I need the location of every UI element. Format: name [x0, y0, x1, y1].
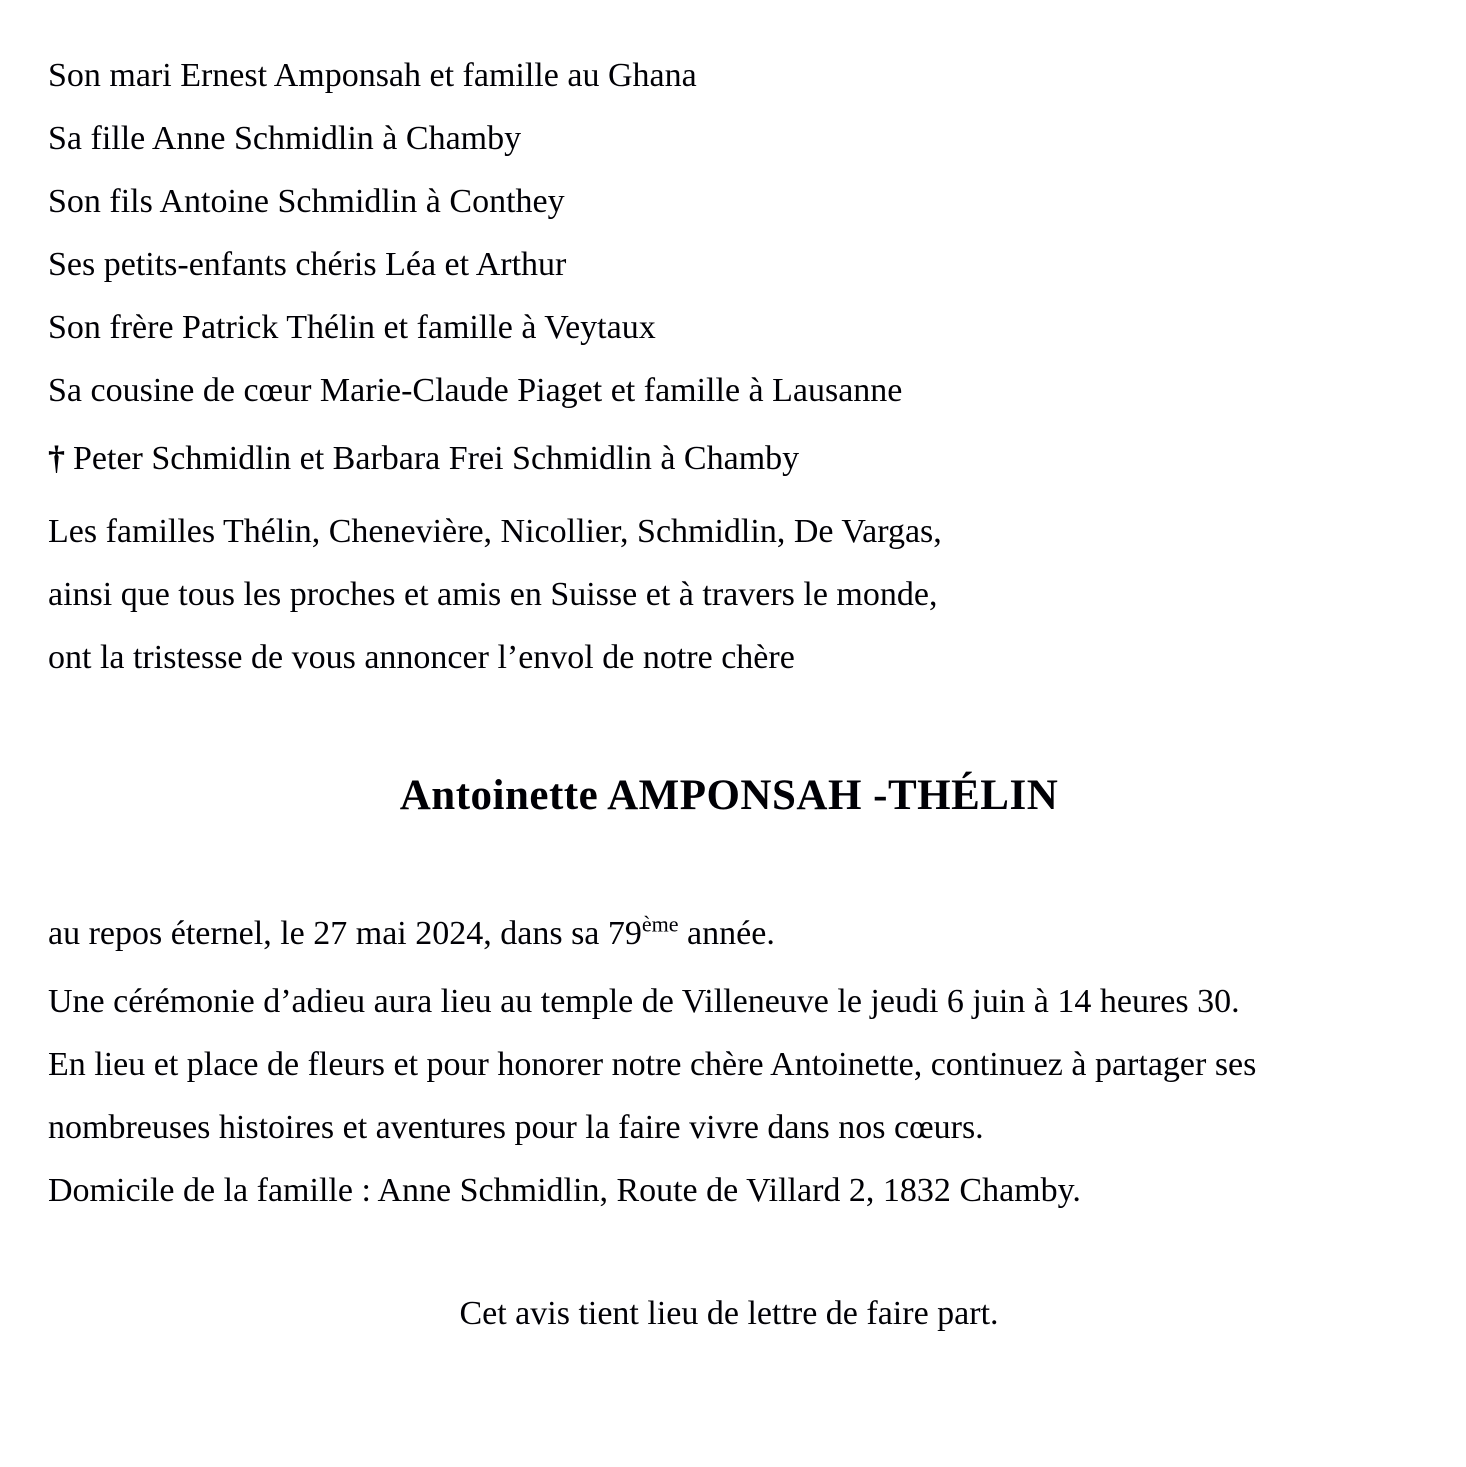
ceremony-details-block [48, 970, 1410, 1222]
closing-line: ainsi que tous les proches et amis en Suisse et à travers le monde, [48, 576, 938, 613]
date-line-superscript: ème [641, 911, 679, 937]
deceased-name-title: Antoinette AMPONSAH -THÉLIN [399, 772, 1059, 819]
date-line-tail: année. [678, 915, 775, 952]
detail-line: nombreuses histoires et aventures pour la faire vivre dans nos cœurs. [48, 1109, 984, 1146]
family-line: Ses petits-enfants chéris Léa et Arthur [48, 246, 567, 283]
date-line-text: au repos éternel, le 27 mai 2024, dans sa 79 [48, 915, 642, 952]
family-line: Son fils Antoine Schmidlin à Conthey [48, 183, 565, 220]
date-line [48, 902, 1410, 965]
detail-line: Une cérémonie d’adieu aura lieu au temple de Villeneuve le jeudi 6 juin à 14 heures 30. [48, 983, 1240, 1020]
family-lines-block [48, 44, 1410, 422]
dagger-icon: † [48, 440, 65, 477]
closing-line: ont la tristesse de vous annoncer l’envol de notre chère [48, 639, 795, 676]
closing-lines-block [48, 500, 1410, 689]
family-line: Sa fille Anne Schmidlin à Chamby [48, 120, 522, 157]
family-line: Sa cousine de cœur Marie-Claude Piaget et famille à Lausanne [48, 372, 903, 409]
family-line: Son mari Ernest Amponsah et famille au Ghana [48, 57, 697, 94]
deceased-relatives-text: Peter Schmidlin et Barbara Frei Schmidlin à Chamby [73, 440, 800, 477]
family-line: Son frère Patrick Thélin et famille à Veytaux [48, 309, 656, 346]
deceased-relatives-line [48, 427, 1410, 490]
detail-line: En lieu et place de fleurs et pour honorer notre chère Antoinette, continuez à partager ses [48, 1046, 1257, 1083]
detail-line: Domicile de la famille : Anne Schmidlin, Route de Villard 2, 1832 Chamby. [48, 1172, 1081, 1209]
footer-notice-line: Cet avis tient lieu de lettre de faire part. [459, 1295, 999, 1332]
closing-line: Les familles Thélin, Chenevière, Nicollier, Schmidlin, De Vargas, [48, 513, 942, 550]
